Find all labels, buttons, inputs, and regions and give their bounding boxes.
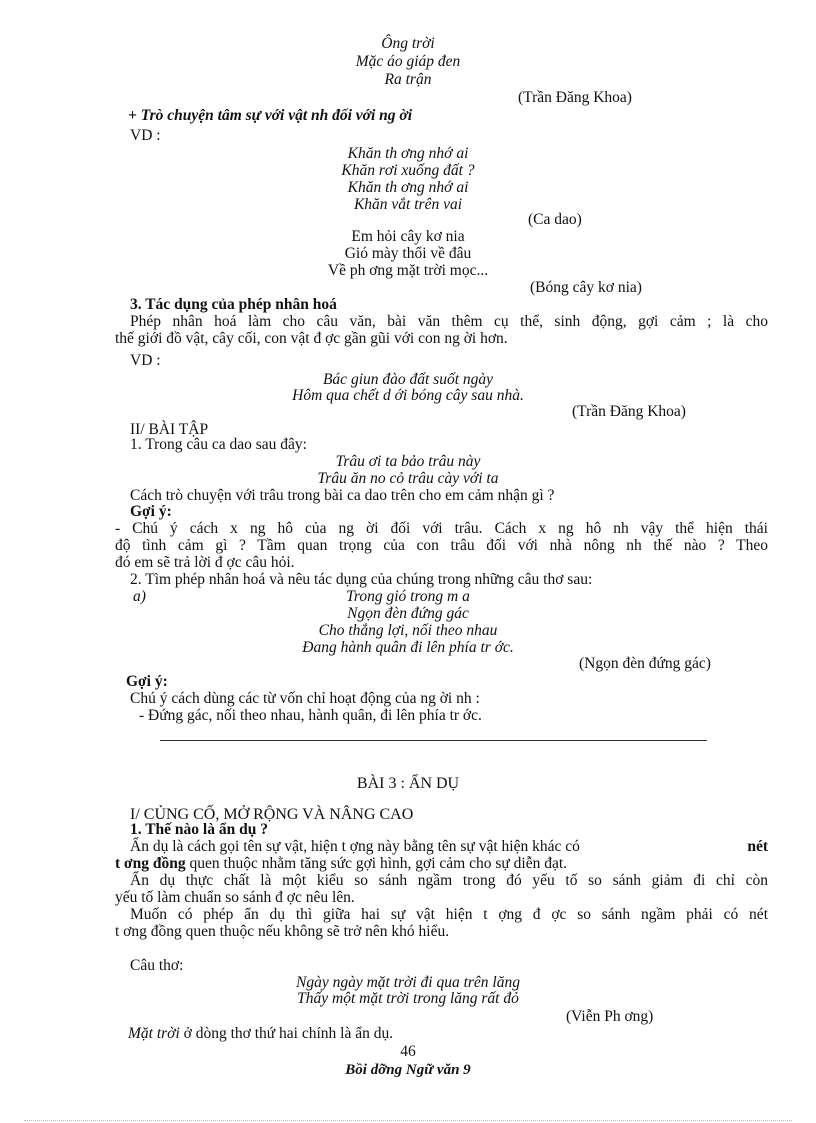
emphasis-text: t ơng đồng [115, 855, 186, 872]
poem-line: Gió mày thổi về đâu [344, 245, 472, 262]
emphasis-text: Mặt trời [128, 1025, 180, 1042]
exercise-question: 2. Tìm phép nhân hoá và nêu tác dụng của chúng trong những câu thơ sau: [130, 571, 593, 588]
section-heading: I/ CỦNG CỐ, MỞ RỘNG VÀ NÂNG CAO [130, 806, 414, 823]
paragraph-line: - Chú ý cách x ng hô của ng ời đối với trâu. Cách x ng hô nh vậy thể hiện thái [115, 520, 768, 537]
paragraph-line: Phép nhân hoá làm cho câu văn, bài văn thêm cụ thể, sinh động, gợi cảm ; là cho [130, 313, 768, 330]
paragraph-line [128, 1026, 393, 1042]
poem-line: Trâu ơi ta bảo trâu này [335, 453, 481, 470]
list-item: - Đứng gác, nối theo nhau, hành quân, đi lên phía tr ớc. [139, 707, 482, 724]
page-edge-divider [24, 1120, 792, 1121]
paragraph-line [115, 856, 567, 872]
poem-line: Về ph ơng mặt trời mọc... [327, 262, 489, 279]
example-label: VD : [130, 352, 161, 369]
paragraph-line: Muốn có phép ẩn dụ thì giữa hai sự vật hiện t ợng đ ợc so sánh ngầm phải có nét [130, 906, 768, 923]
paragraph-text: quen thuộc nhằm tăng sức gợi hình, gợi cảm cho sự diễn đạt. [185, 855, 568, 872]
poem-line: Ngày ngày mặt trời đi qua trên lăng [296, 974, 520, 991]
item-label: a) [133, 588, 146, 605]
poem-line: Em hỏi cây kơ nia [351, 228, 465, 245]
emphasis-text: nét [747, 838, 768, 855]
paragraph-line: độ tình cảm gì ? Tầm quan trọng của con trâu đối với nhà nông nh thế nào ? Theo [115, 537, 768, 554]
poem-line: Khăn rơi xuống đất ? [341, 162, 475, 179]
section-heading: + Trò chuyện tâm sự với vật nh đối với ng ời [128, 107, 413, 124]
poem-line: Mặc áo giáp đen [355, 53, 461, 70]
paragraph-line: thế giới đồ vật, cây cối, con vật đ ợc gần gũi với con ng ời hơn. [115, 330, 508, 347]
poem-line: Ông trời [381, 35, 435, 52]
paragraph-text: ở dòng thơ thứ hai chính là ẩn dụ. [179, 1025, 394, 1042]
page-number: 46 [400, 1043, 416, 1060]
poem-line: Trâu ăn no cỏ trâu cày với ta [317, 470, 499, 487]
poem-line: Khăn vắt trên vai [353, 196, 463, 213]
example-label: Câu thơ: [130, 957, 184, 974]
section-divider [160, 740, 707, 741]
poem-line: Khăn th ơng nhớ ai [347, 145, 469, 162]
poem-source: (Trần Đăng Khoa) [572, 403, 686, 420]
hint-label: Gợi ý: [126, 673, 168, 690]
section-heading: 1. Thế nào là ẩn dụ ? [130, 821, 268, 838]
poem-source: (Trần Đăng Khoa) [518, 89, 632, 106]
poem-line: Ra trận [384, 71, 432, 88]
paragraph-line: yếu tố làm chuẩn so sánh đ ợc nêu lên. [115, 889, 355, 906]
poem-source: (Ca dao) [528, 211, 582, 228]
paragraph-line: Ẩn dụ thực chất là một kiểu so sánh ngầm trong đó yếu tố so sánh giảm đi chỉ còn [130, 872, 768, 889]
paragraph-line: Chú ý cách dùng các từ vốn chỉ hoạt động của ng ời nh : [130, 690, 480, 707]
exercise-question: 1. Trong câu ca dao sau đây: [130, 436, 307, 453]
lesson-title: BÀI 3 : ẨN DỤ [356, 775, 460, 792]
paragraph-line: t ơng đồng quen thuộc nếu không sẽ trở nên khó hiểu. [115, 923, 450, 940]
hint-label: Gợi ý: [130, 503, 172, 520]
poem-line: Hôm qua chết d ới bóng cây sau nhà. [292, 387, 524, 404]
exercise-question: Cách trò chuyện với trâu trong bài ca dao trên cho em cảm nhận gì ? [130, 487, 555, 504]
paragraph-line: đó em sẽ trả lời đ ợc câu hỏi. [115, 554, 295, 571]
poem-source: (Ngọn đèn đứng gác) [579, 655, 711, 672]
poem-line: Khăn th ơng nhớ ai [347, 179, 469, 196]
poem-source: (Bóng cây kơ nia) [530, 279, 642, 296]
poem-line: Đang hành quân đi lên phía tr ớc. [302, 639, 514, 656]
section-heading: II/ BÀI TẬP [130, 421, 209, 438]
poem-line: Cho thắng lợi, nối theo nhau [318, 622, 498, 639]
section-heading: 3. Tác dụng của phép nhân hoá [130, 296, 337, 313]
poem-line: Bác giun đào đất suốt ngày [322, 371, 494, 388]
paragraph-line [130, 839, 768, 855]
poem-source: (Viễn Ph ơng) [566, 1008, 654, 1025]
page-footer: Bồi dỡng Ngữ văn 9 [345, 1062, 471, 1078]
example-label: VD : [130, 127, 161, 144]
poem-line: Trong gió trong m a [346, 588, 470, 605]
poem-line: Thấy một mặt trời trong lăng rất đỏ [297, 990, 519, 1007]
paragraph-text: Ẩn dụ là cách gọi tên sự vật, hiện t ợng này bằng tên sự vật hiện khác có [130, 838, 580, 855]
poem-line: Ngọn đèn đứng gác [347, 605, 469, 622]
